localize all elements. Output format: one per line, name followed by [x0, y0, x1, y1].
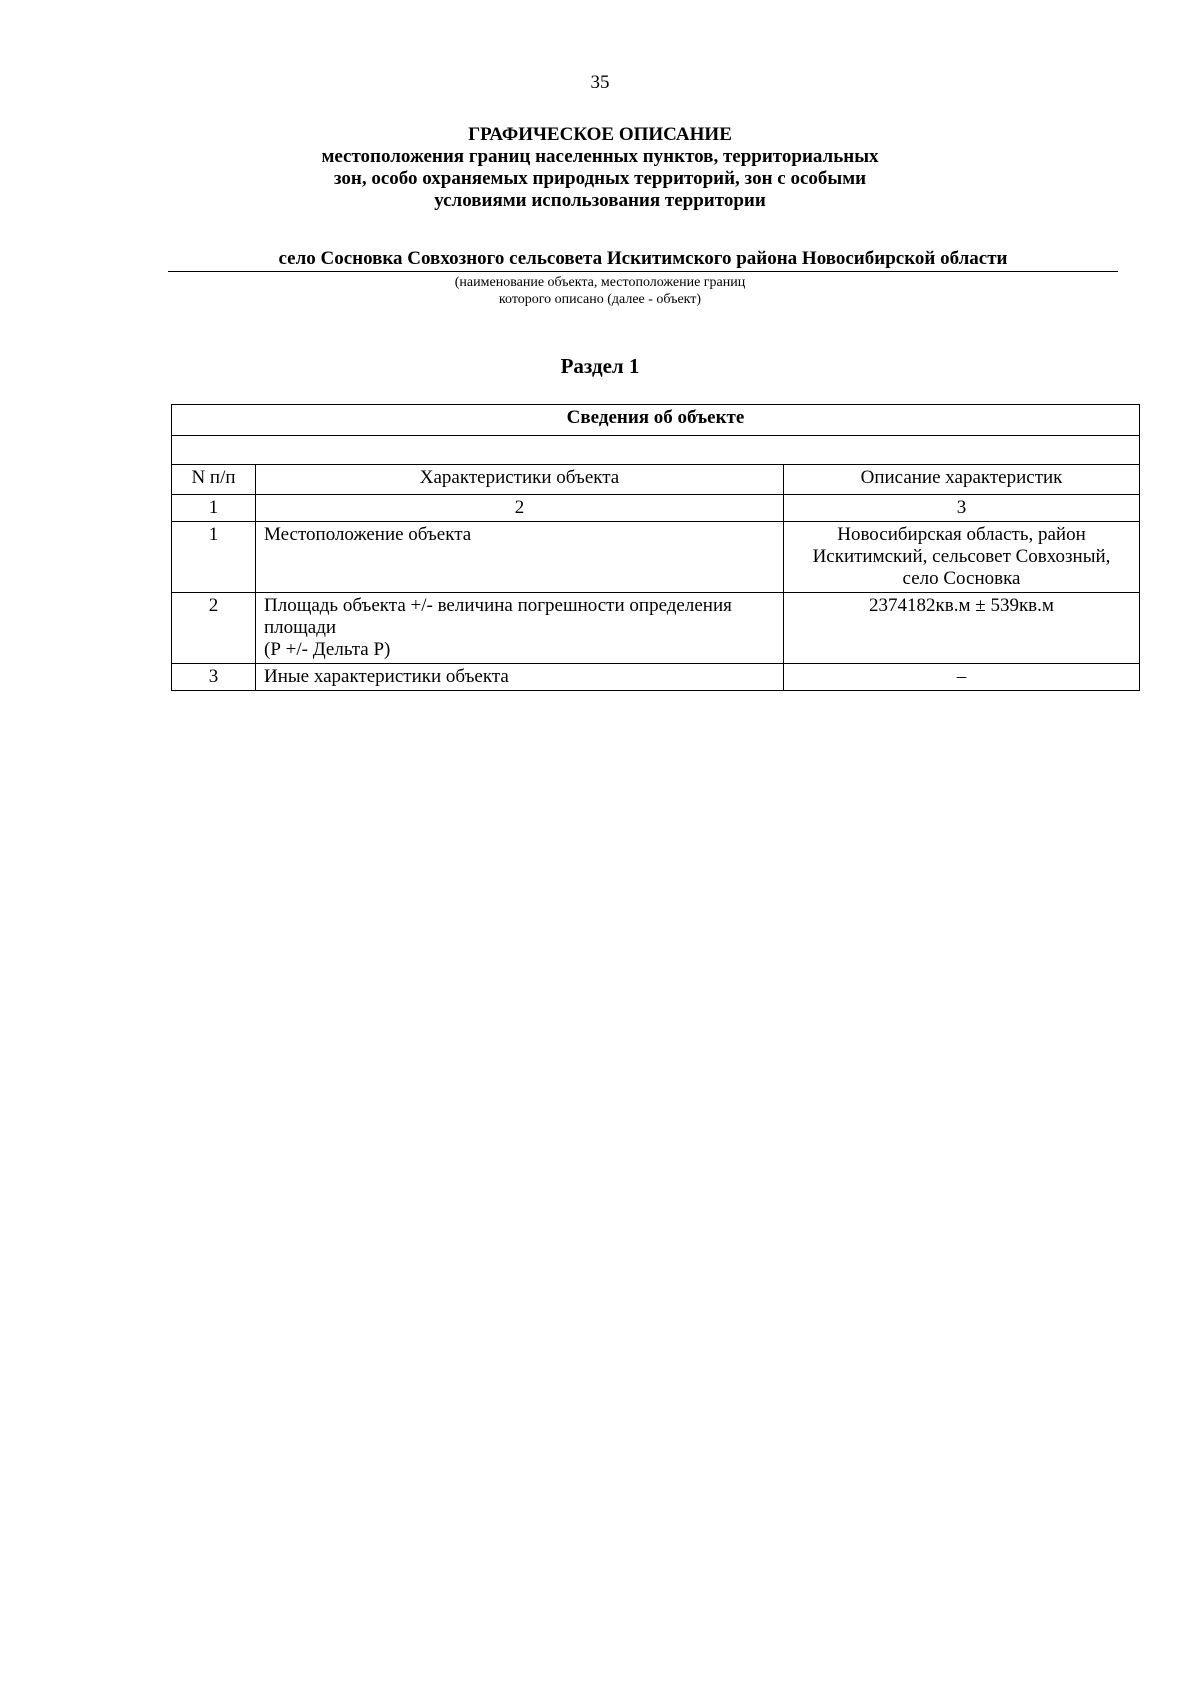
table-numbering-row [172, 495, 1140, 522]
object-caption-line: (наименование объекта, местоположение границ [454, 275, 746, 290]
table-row [172, 522, 1140, 593]
row-characteristic: Иные характеристики объекта [256, 664, 784, 691]
object-caption-line: которого описано (далее - объект) [498, 292, 702, 307]
row-number: 1 [172, 522, 256, 593]
row-description [784, 522, 1140, 593]
page-number: 35 [590, 72, 610, 93]
table-row [172, 593, 1140, 664]
row-characteristic-line: (Р +/- Дельта Р) [264, 639, 391, 660]
document-subtitle-line: условиями использования территории [434, 190, 766, 211]
table-header-row [172, 465, 1140, 495]
object-info-table [171, 404, 1140, 691]
numbering-cell: 3 [784, 495, 1140, 522]
header-cell-description: Описание характеристик [784, 465, 1140, 495]
numbering-cell: 1 [172, 495, 256, 522]
row-number: 3 [172, 664, 256, 691]
document-title: ГРАФИЧЕСКОЕ ОПИСАНИЕ [468, 124, 732, 145]
row-description-line: Искитимский, сельсовет Совхозный, [812, 546, 1111, 567]
object-name: село Сосновка Совхозного сельсовета Искитимского района Новосибирской области [168, 248, 1118, 272]
header-cell-number: N п/п [172, 465, 256, 495]
row-characteristic-line: площади [264, 617, 337, 638]
row-characteristic-line: Площадь объекта +/- величина погрешности определения [264, 595, 732, 616]
numbering-cell: 2 [256, 495, 784, 522]
section-title: Раздел 1 [560, 354, 640, 378]
row-characteristic: Местоположение объекта [256, 522, 784, 593]
table-caption: Сведения об объекте [172, 405, 1140, 436]
object-name-caption [0, 274, 1200, 308]
row-number: 2 [172, 593, 256, 664]
table-row [172, 664, 1140, 691]
row-description: 2374182кв.м ± 539кв.м [784, 593, 1140, 664]
row-description-line: село Сосновка [902, 568, 1021, 589]
document-title-block [0, 124, 1200, 212]
row-characteristic [256, 593, 784, 664]
document-subtitle-line: зон, особо охраняемых природных территорий, зон с особыми [333, 168, 867, 189]
header-cell-characteristic: Характеристики объекта [256, 465, 784, 495]
document-subtitle-line: местоположения границ населенных пунктов, территориальных [321, 146, 879, 167]
row-description: – [784, 664, 1140, 691]
table-empty-row [172, 436, 1140, 465]
row-description-line: Новосибирская область, район [837, 524, 1086, 545]
